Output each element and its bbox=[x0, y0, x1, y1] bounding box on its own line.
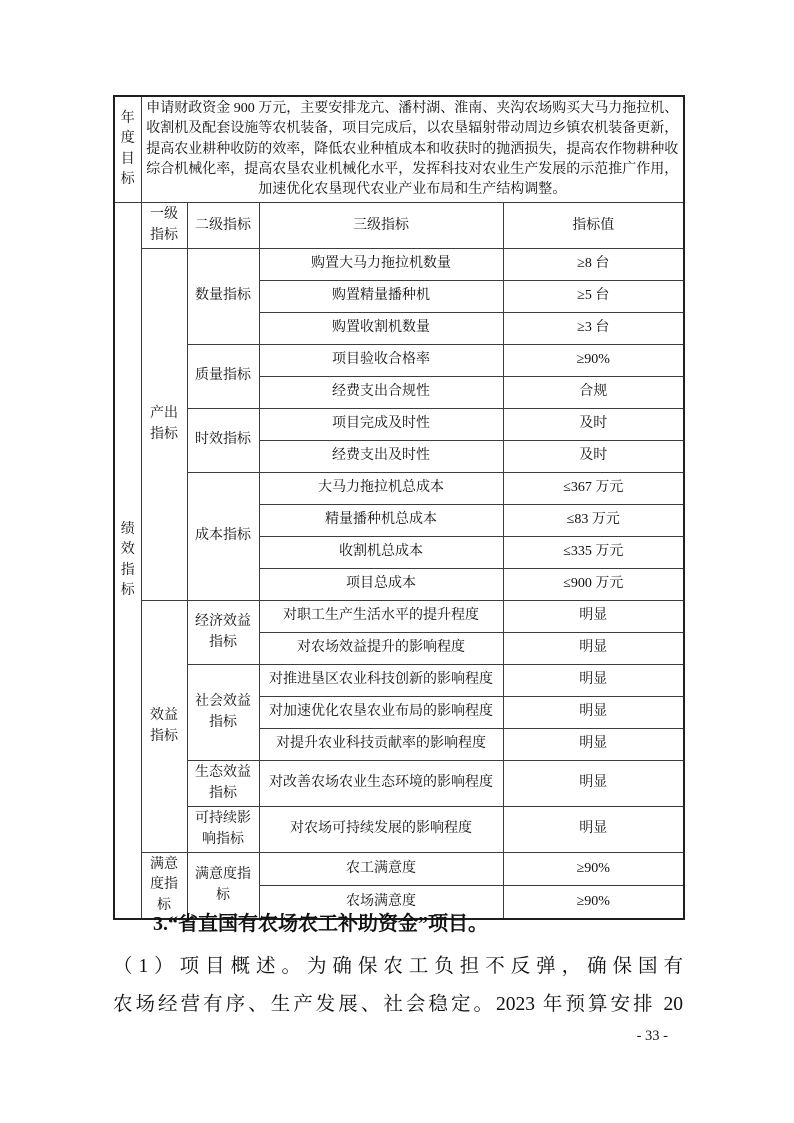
level3-cell: 精量播种机总成本 bbox=[259, 505, 503, 537]
level3-cell: 对职工生产生活水平的提升程度 bbox=[259, 601, 503, 633]
table-row bbox=[114, 409, 684, 441]
level3-cell: 购置收割机数量 bbox=[259, 313, 503, 345]
level3-cell: 对推进垦区农业科技创新的影响程度 bbox=[259, 665, 503, 697]
value-cell: ≥90% bbox=[503, 345, 684, 377]
value-cell: 明显 bbox=[503, 697, 684, 729]
level3-cell: 项目验收合格率 bbox=[259, 345, 503, 377]
level3-cell: 购置大马力拖拉机数量 bbox=[259, 249, 503, 281]
section-heading bbox=[113, 909, 683, 939]
table-row bbox=[114, 473, 684, 505]
table-row bbox=[114, 345, 684, 377]
level3-cell: 农工满意度 bbox=[259, 853, 503, 886]
value-cell: ≤900 万元 bbox=[503, 569, 684, 601]
value-cell: 明显 bbox=[503, 633, 684, 665]
table-row bbox=[114, 249, 684, 281]
value-cell: 合规 bbox=[503, 377, 684, 409]
value-cell: 及时 bbox=[503, 409, 684, 441]
level3-cell: 项目总成本 bbox=[259, 569, 503, 601]
performance-row-label: 绩效指标 bbox=[114, 203, 141, 919]
value-cell: ≥3 台 bbox=[503, 313, 684, 345]
level2-cell: 社会效益指标 bbox=[187, 665, 259, 761]
level2-cell: 生态效益指标 bbox=[187, 761, 259, 807]
table-row bbox=[114, 853, 684, 886]
value-cell: 及时 bbox=[503, 441, 684, 473]
annual-goal-content: 申请财政资金 900 万元，主要安排龙亢、潘村湖、淮南、夹沟农场购买大马力拖拉机、收割机及配套设施等农机装备，项目完成后，以农垦辐射带动周边乡镇农机装备更新，提高农业耕种收防的效率，降低农业种植成本和收获时的抛洒损失，提高农作物耕种收综合机械化率，提高农垦农业机械化水平，发挥科技对农业生产发展的示范推广作用，加速优化农垦现代农业产业布局和生产结构调整。 bbox=[141, 96, 684, 203]
level2-cell: 满意度指标 bbox=[187, 853, 259, 919]
level3-cell: 对提升农业科技贡献率的影响程度 bbox=[259, 729, 503, 761]
header-value: 指标值 bbox=[503, 203, 684, 249]
level3-cell: 对改善农场农业生态环境的影响程度 bbox=[259, 761, 503, 807]
value-cell: ≤335 万元 bbox=[503, 537, 684, 569]
level2-cell: 可持续影响指标 bbox=[187, 807, 259, 853]
header-level2: 二级指标 bbox=[187, 203, 259, 249]
value-cell: ≥90% bbox=[503, 853, 684, 886]
value-cell: 明显 bbox=[503, 729, 684, 761]
value-cell: ≤367 万元 bbox=[503, 473, 684, 505]
value-cell: ≥90% bbox=[503, 886, 684, 919]
level3-cell: 购置精量播种机 bbox=[259, 281, 503, 313]
level3-cell: 项目完成及时性 bbox=[259, 409, 503, 441]
header-level1: 一级指标 bbox=[141, 203, 187, 249]
table-row bbox=[114, 601, 684, 633]
level3-cell: 对农场效益提升的影响程度 bbox=[259, 633, 503, 665]
header-level3: 三级指标 bbox=[259, 203, 503, 249]
value-cell: 明显 bbox=[503, 665, 684, 697]
section-heading-text: 3.“省直国有农场农工补助资金”项目。 bbox=[153, 913, 488, 935]
level2-cell: 成本指标 bbox=[187, 473, 259, 601]
level2-cell: 时效指标 bbox=[187, 409, 259, 473]
page-number: - 33 - bbox=[636, 1028, 668, 1044]
value-cell: ≥5 台 bbox=[503, 281, 684, 313]
table-row bbox=[114, 807, 684, 853]
table-header-row bbox=[114, 203, 684, 249]
paragraph-line: （1）项目概述。为确保农工负担不反弹，确保国有 bbox=[113, 956, 683, 977]
table-row bbox=[114, 761, 684, 807]
paragraph-line: 农场经营有序、生产发展、社会稳定。2023 年预算安排 20 bbox=[113, 994, 683, 1015]
table-row bbox=[114, 665, 684, 697]
level2-cell: 质量指标 bbox=[187, 345, 259, 409]
value-cell: 明显 bbox=[503, 807, 684, 853]
performance-indicator-table bbox=[113, 95, 685, 920]
value-cell: ≥8 台 bbox=[503, 249, 684, 281]
level1-cell: 效益指标 bbox=[141, 601, 187, 853]
level2-cell: 经济效益指标 bbox=[187, 601, 259, 665]
level3-cell: 收割机总成本 bbox=[259, 537, 503, 569]
level3-cell: 经费支出及时性 bbox=[259, 441, 503, 473]
value-cell: ≤83 万元 bbox=[503, 505, 684, 537]
annual-goal-row-label: 年度目标 bbox=[114, 96, 141, 203]
table-row bbox=[114, 96, 684, 203]
level3-cell: 农场满意度 bbox=[259, 886, 503, 919]
level3-cell: 经费支出合规性 bbox=[259, 377, 503, 409]
level3-cell: 对农场可持续发展的影响程度 bbox=[259, 807, 503, 853]
level2-cell: 数量指标 bbox=[187, 249, 259, 345]
value-cell: 明显 bbox=[503, 761, 684, 807]
value-cell: 明显 bbox=[503, 601, 684, 633]
level3-cell: 对加速优化农垦农业布局的影响程度 bbox=[259, 697, 503, 729]
level3-cell: 大马力拖拉机总成本 bbox=[259, 473, 503, 505]
level1-cell: 产出指标 bbox=[141, 249, 187, 601]
level1-cell: 满意度指标 bbox=[141, 853, 187, 919]
